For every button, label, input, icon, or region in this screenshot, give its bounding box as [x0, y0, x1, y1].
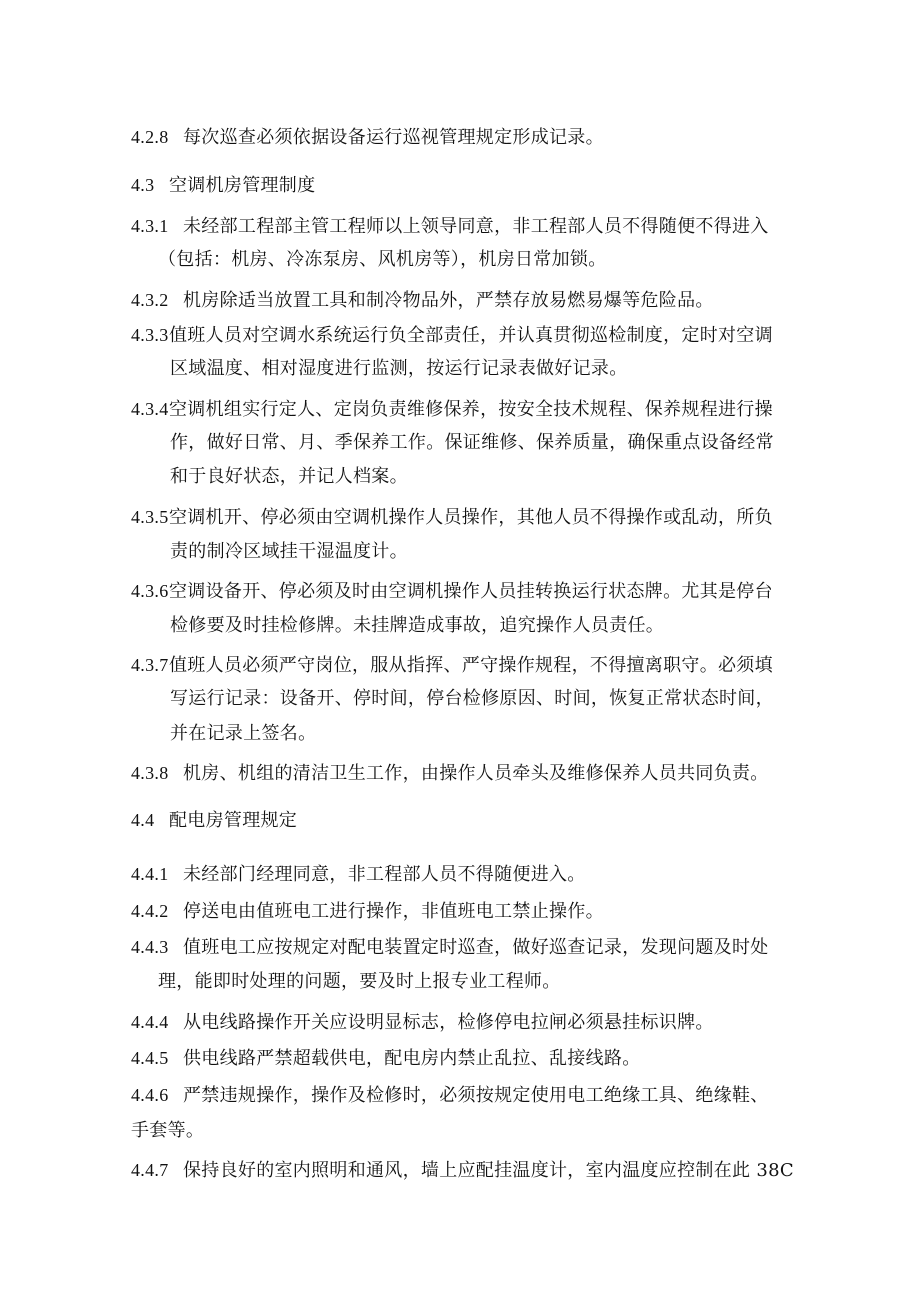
clause-number: 4.3.1 — [131, 216, 169, 236]
clause-text: 检修要及时挂检修牌。未挂牌造成事故，追究操作人员责任。 — [170, 615, 665, 636]
section-title: 空调机房管理制度 — [169, 175, 316, 196]
clause-number: 4.3.2 — [131, 290, 169, 310]
clause-text: 空调机开、停必须由空调机操作人员操作，其他人员不得操作或乱动，所负 — [169, 507, 773, 528]
clause-number: 4.4.1 — [131, 864, 169, 884]
clause-text: 值班电工应按规定对配电装置定时巡查，做好巡查记录，发现问题及时处 — [183, 937, 769, 958]
clause-text: 区域温度、相对湿度进行监测，按运行记录表做好记录。 — [170, 358, 628, 379]
clause-4-3-2 — [131, 288, 714, 313]
clause-text: 未经部工程部主管工程师以上领导同意，非工程部人员不得随便不得进入 — [183, 216, 769, 237]
section-number: 4.3 — [131, 175, 155, 195]
clause-4-3-6-cont — [170, 614, 664, 638]
clause-text: 值班人员必须严守岗位，服从指挥、严守操作规程，不得擅离职守。必须填 — [169, 655, 773, 676]
clause-number: 4.4.6 — [131, 1085, 169, 1105]
clause-number: 4.2.8 — [131, 127, 169, 147]
section-heading-4-3 — [131, 173, 315, 198]
clause-4-4-3 — [131, 935, 769, 960]
clause-number: 4.3.7 — [131, 655, 169, 675]
clause-4-3-4-cont-1 — [170, 431, 774, 455]
clause-text: 严禁违规操作，操作及检修时，必须按规定使用电工绝缘工具、绝缘鞋、 — [183, 1085, 769, 1106]
clause-4-3-4-cont-2 — [170, 465, 408, 489]
clause-4-4-3-cont — [158, 970, 561, 994]
clause-number: 4.4.7 — [131, 1160, 169, 1180]
clause-text: 未经部门经理同意，非工程部人员不得随便进入。 — [183, 864, 586, 885]
clause-4-4-4 — [131, 1010, 714, 1035]
clause-text: 理，能即时处理的问题，要及时上报专业工程师。 — [158, 971, 561, 992]
section-title: 配电房管理规定 — [169, 810, 298, 831]
clause-text: 机房、机组的清洁卫生工作，由操作人员牵头及维修保养人员共同负责。 — [183, 763, 769, 784]
clause-4-4-6 — [131, 1083, 769, 1108]
clause-text: 并在记录上签名。 — [170, 723, 317, 744]
clause-4-2-8 — [131, 125, 604, 150]
clause-4-3-7-cont-1 — [170, 687, 774, 711]
clause-text: 写运行记录：设备开、停时间，停台检修原因、时间，恢复正常状态时间， — [170, 688, 774, 709]
clause-text: 供电线路严禁超载供电，配电房内禁止乱拉、乱接线路。 — [183, 1048, 641, 1069]
clause-4-3-8 — [131, 761, 769, 786]
clause-number: 4.3.6 — [131, 581, 169, 601]
clause-4-3-7-cont-2 — [170, 722, 316, 746]
clause-text: 责的制冷区域挂干湿温度计。 — [170, 541, 408, 562]
clause-text: 从电线路操作开关应设明显标志，检修停电拉闸必须悬挂标识牌。 — [183, 1012, 714, 1033]
clause-text: 手套等。 — [131, 1120, 205, 1141]
clause-text: 每次巡查必须依据设备运行巡视管理规定形成记录。 — [183, 127, 604, 148]
clause-text: 空调设备开、停必须及时由空调机操作人员挂转换运行状态牌。尤其是停台 — [169, 581, 773, 602]
clause-4-4-1 — [131, 862, 586, 887]
clause-4-4-6-cont — [131, 1119, 204, 1143]
clause-4-3-5-cont — [170, 540, 408, 564]
clause-text: 机房除适当放置工具和制冷物品外，严禁存放易燃易爆等危险品。 — [183, 290, 714, 311]
clause-4-3-3 — [131, 323, 773, 348]
clause-4-4-2 — [131, 899, 604, 924]
clause-number: 4.4.5 — [131, 1048, 169, 1068]
clause-4-3-4 — [131, 397, 773, 422]
clause-4-3-6 — [131, 579, 773, 604]
clause-4-3-1 — [131, 214, 769, 239]
clause-4-3-5 — [131, 505, 773, 530]
clause-4-3-1-cont — [158, 248, 607, 272]
clause-4-4-5 — [131, 1046, 641, 1071]
clause-number: 4.3.4 — [131, 399, 169, 419]
clause-number: 4.4.4 — [131, 1012, 169, 1032]
clause-text: 空调机组实行定人、定岗负责维修保养，按安全技术规程、保养规程进行操 — [169, 399, 773, 420]
clause-4-3-3-cont — [170, 357, 628, 381]
clause-text: 和于良好状态，并记人档案。 — [170, 466, 408, 487]
clause-text: 停送电由值班电工进行操作，非值班电工禁止操作。 — [183, 901, 604, 922]
clause-number: 4.4.2 — [131, 901, 169, 921]
clause-number: 4.3.3 — [131, 325, 169, 345]
clause-text: 值班人员对空调水系统运行负全部责任，并认真贯彻巡检制度，定时对空调 — [169, 325, 773, 346]
clause-text: 作，做好日常、月、季保养工作。保证维修、保养质量，确保重点设备经常 — [170, 432, 774, 453]
clause-number: 4.3.8 — [131, 763, 169, 783]
clause-number: 4.4.3 — [131, 937, 169, 957]
clause-number: 4.3.5 — [131, 507, 169, 527]
clause-text: （包括：机房、冷冻泵房、风机房等），机房日常加锁。 — [158, 249, 607, 270]
section-heading-4-4 — [131, 808, 297, 833]
clause-4-3-7 — [131, 653, 773, 678]
clause-4-4-7 — [131, 1158, 794, 1183]
clause-text: 保持良好的室内照明和通风，墙上应配挂温度计，室内温度应控制在此 38C — [183, 1160, 794, 1181]
section-number: 4.4 — [131, 810, 155, 830]
